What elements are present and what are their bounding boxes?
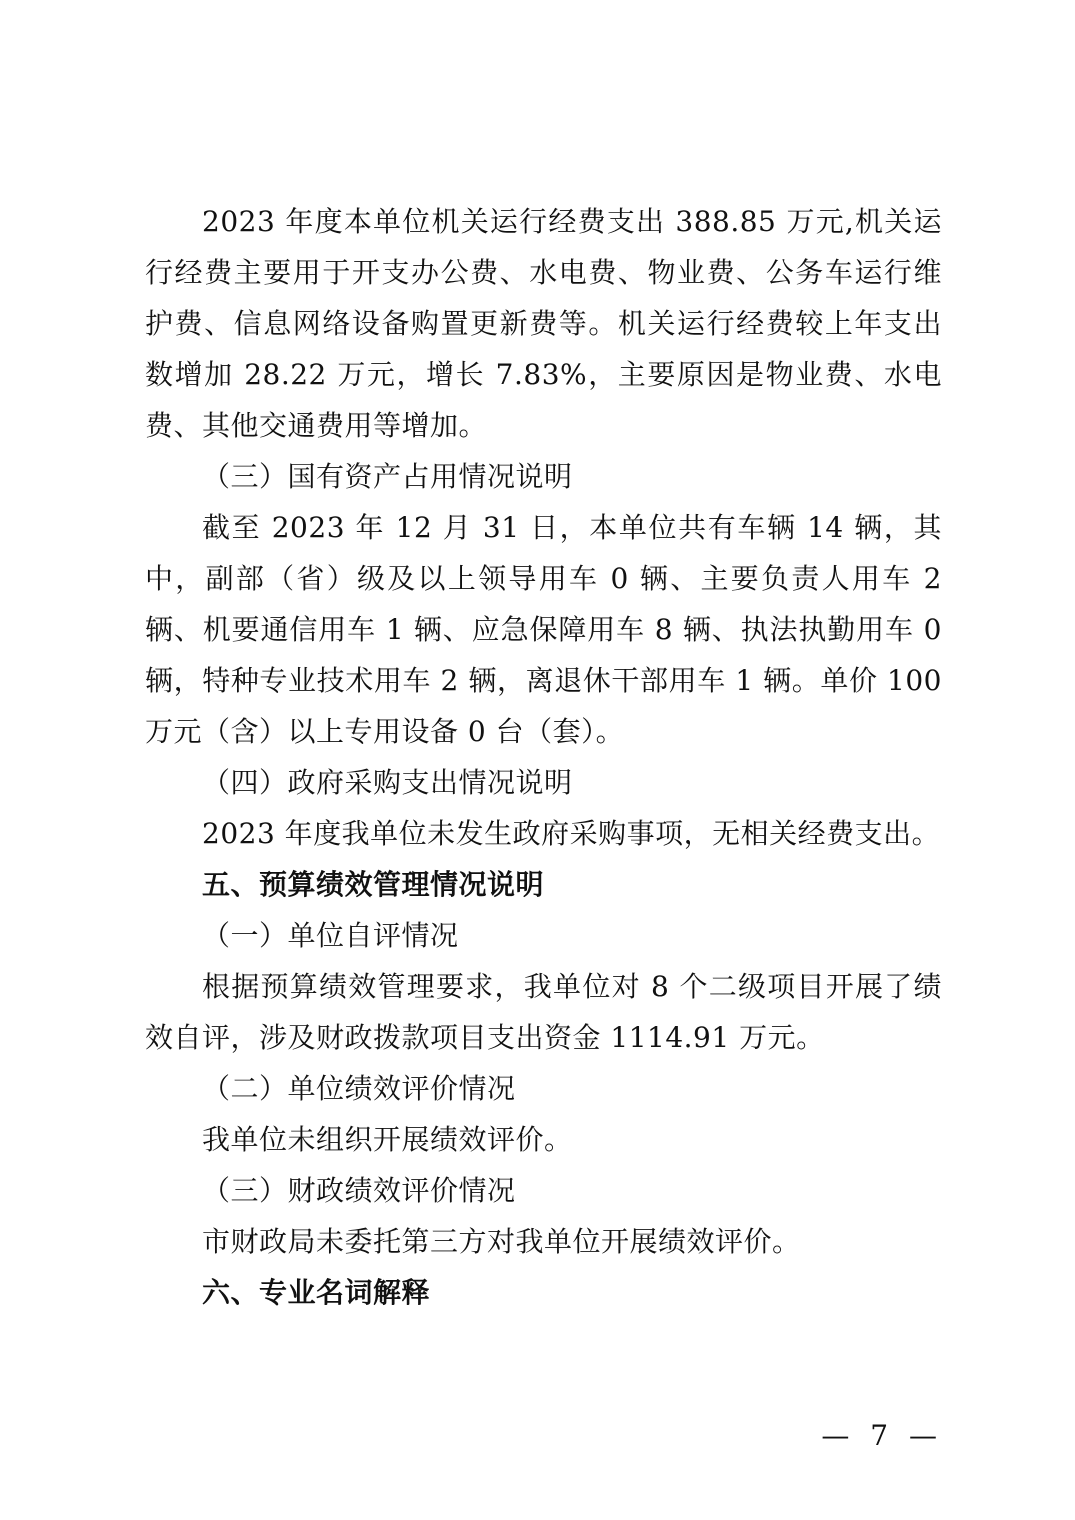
paragraph-finance-evaluation: 市财政局未委托第三方对我单位开展绩效评价。 bbox=[202, 1225, 801, 1258]
paragraph-unit-evaluation: 我单位未组织开展绩效评价。 bbox=[202, 1123, 573, 1156]
paragraph-procurement: 2023 年度我单位未发生政府采购事项，无相关经费支出。 bbox=[202, 817, 941, 850]
paragraph-self-evaluation: 根据预算绩效管理要求，我单位对 8 个二级项目开展了绩效自评，涉及财政拨款项目支出资金 1114.91 万元。 bbox=[145, 970, 942, 1054]
paragraph-state-assets: 截至 2023 年 12 月 31 日，本单位共有车辆 14 辆，其中，副部（省）级及以上领导用车 0 辆、主要负责人用车 2 辆、机要通信用车 1 辆、应急保障用车 8 辆、执法执勤用车 0 辆，特种专业技术用车 2 辆，离退休干部用车 1 辆。单价 100 万元（含）以上专用设备 0 台（套）。 bbox=[145, 511, 942, 748]
heading-state-assets: （三）国有资产占用情况说明 bbox=[202, 460, 573, 493]
heading-section-five: 五、预算绩效管理情况说明 bbox=[202, 868, 545, 901]
paragraph-operating-expenses: 2023 年度本单位机关运行经费支出 388.85 万元,机关运行经费主要用于开支办公费、水电费、物业费、公务车运行维护费、信息网络设备购置更新费等。机关运行经费较上年支出数增加 28.22 万元，增长 7.83%，主要原因是物业费、水电费、其他交通费用等增加。 bbox=[145, 205, 942, 442]
heading-unit-evaluation: （二）单位绩效评价情况 bbox=[202, 1072, 516, 1105]
heading-finance-evaluation: （三）财政绩效评价情况 bbox=[202, 1174, 516, 1207]
heading-self-evaluation: （一）单位自评情况 bbox=[202, 919, 459, 952]
document-body bbox=[145, 196, 942, 1318]
heading-procurement: （四）政府采购支出情况说明 bbox=[202, 766, 573, 799]
heading-section-six: 六、专业名词解释 bbox=[202, 1276, 431, 1309]
page-number: — 7 — bbox=[821, 1419, 943, 1452]
